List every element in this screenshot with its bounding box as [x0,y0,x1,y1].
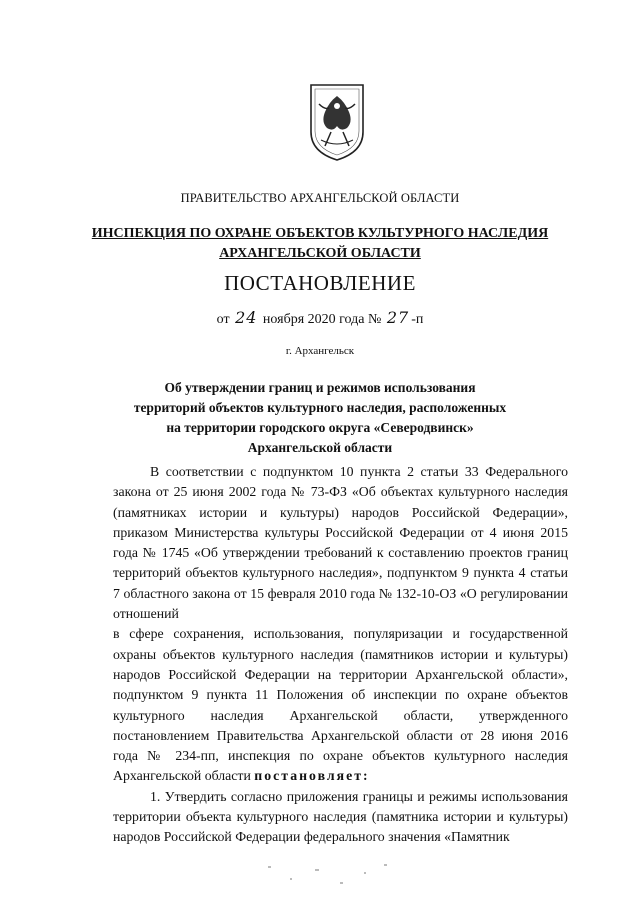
scan-noise-marks [260,860,400,890]
title-line1: Об утверждении границ и режимов использования [164,380,476,395]
decree-date [0,308,640,328]
body-paragraph-3: 1. Утвердить согласно приложения границы и режимы использования территории объекта культурного наследия (памятника истории и культуры) народов Российской Федерации федерального значения «Памятник [113,788,568,845]
inspection-name [0,224,640,264]
title-line4: Архангельской области [247,440,393,455]
inspection-name-line2: АРХАНГЕЛЬСКОЙ ОБЛАСТИ [219,246,421,261]
document-type: ПОСТАНОВЛЕНИЕ [224,271,416,295]
date-day-handwritten: 24 [235,308,258,327]
decree-number-handwritten: 27 [386,308,410,327]
date-middle: ноября 2020 года № [262,312,382,327]
inspection-name-line1: ИНСПЕКЦИЯ ПО ОХРАНЕ ОБЪЕКТОВ КУЛЬТУРНОГО НАСЛЕДИЯ [91,226,549,241]
decree-body [113,462,568,848]
number-suffix: -п [411,312,424,327]
body-paragraph-2-text: в сфере сохранения, использования, популяризации и государственной охраны объектов культурного наследия (памятников истории и культуры) народов Российской Федерации на территории Архангельской области», подпунктом 9 пункта 11 Положения об инспекции по охране объектов культурного наследия Архангельской области, утвержденного постановлением Правительства Архангельской области от 28 июня 2016 года № 234-пп, инспекция по охране объектов культурного наследия Архангельской области [113,626,568,784]
body-paragraph-2 [113,624,568,786]
resolves-word: постановляет: [254,768,370,784]
city-name: г. Архангельск [285,345,355,357]
body-paragraph-1: В соответствии с подпунктом 10 пункта 2 статьи 33 Федерального закона от 25 июня 2002 года № 73-ФЗ «Об объектах культурного наследия (памятниках истории и культуры) народов Российской Федерации», приказом Министерства культуры Российской Федерации от 4 июня 2015 года № 1745 «Об утверждении требований к составлению проектов границ территорий объектов культурного наследия», подпунктом 9 пункта 4 статьи 7 областного закона от 15 февраля 2010 года № 132-10-ОЗ «О регулировании отношений [113,464,568,622]
coat-of-arms-emblem [307,82,367,162]
government-name: ПРАВИТЕЛЬСТВО АРХАНГЕЛЬСКОЙ ОБЛАСТИ [180,191,460,205]
title-line2: территорий объектов культурного наследия, расположенных [133,400,507,415]
decree-title [0,378,640,458]
title-line3: на территории городского округа «Северодвинск» [166,420,474,435]
date-prefix: от [216,312,230,327]
